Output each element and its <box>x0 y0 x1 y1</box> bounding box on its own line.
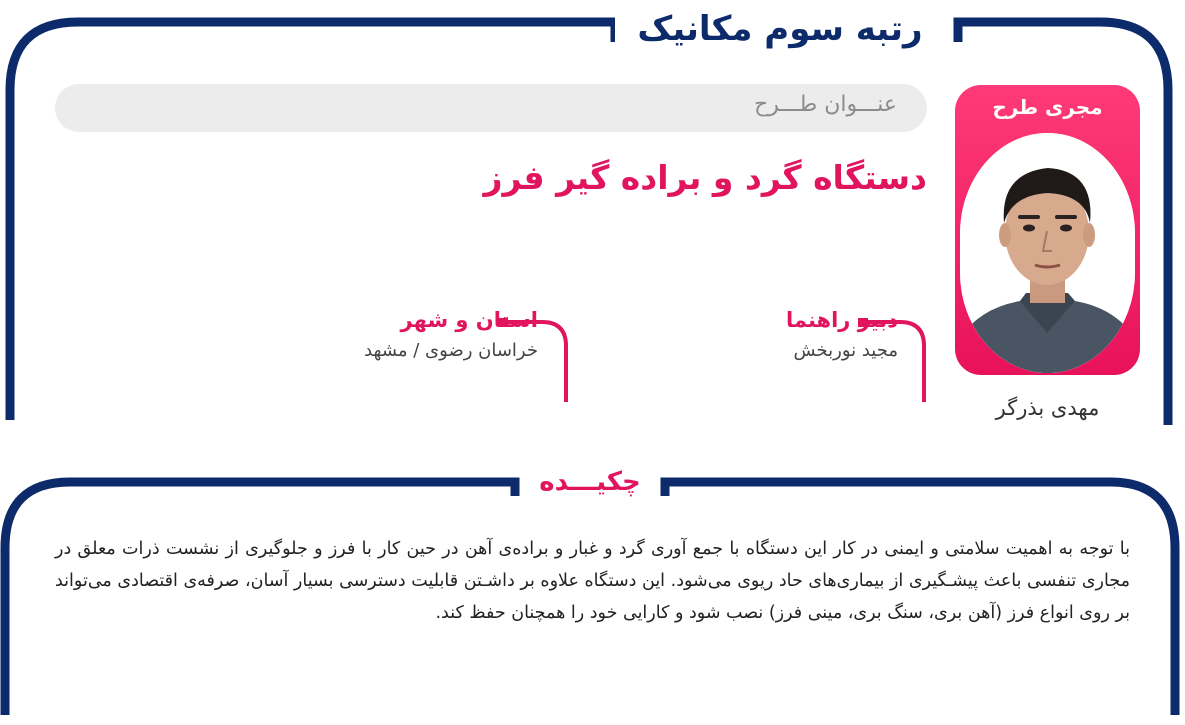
presenter-label: مجری طرح <box>992 95 1103 119</box>
project-label: عنـــوان طـــرح <box>754 92 897 117</box>
supervisor-value: مجید نوربخش <box>793 340 898 361</box>
person-photo-icon <box>960 133 1135 373</box>
abstract-text: با توجه به اهمیت سلامتی و ایمنی در کار این دستگاه با جمع آوری گرد و غبار و براده‌ی آهن در حین کار با فرز و جلوگیری از نشست ذرات معلق در مجاری تنفسی باعث پیشـگیری از بیماری‌های حاد ریوی می‌شود. این دستگاه علاوه بر داشـتن قابلیت دسترسی بسیار آسان، صرفه‌ی اقتصادی می‌تواند بر روی انواع فرز (آهن بری، سنگ بری، مینی فرز) نصب شود و کارایی خود را همچنان حفظ کند. <box>55 539 1130 623</box>
project-title: دستگاه گرد و براده گیر فرز <box>483 158 927 197</box>
presenter-card <box>955 85 1140 375</box>
supervisor-block <box>786 308 898 361</box>
location-block <box>364 308 538 361</box>
location-heading: استان و شهر <box>400 308 538 332</box>
abstract-label: چکیـــده <box>520 460 660 504</box>
avatar <box>960 133 1135 373</box>
project-label-bar <box>55 84 927 132</box>
rank-title: رتبه سوم مکانیک <box>615 4 945 54</box>
location-value: خراسان رضوی / مشهد <box>364 340 538 361</box>
presenter-name: مهدی بذرگر <box>995 396 1100 420</box>
supervisor-heading: دبیر راهنما <box>786 308 898 332</box>
